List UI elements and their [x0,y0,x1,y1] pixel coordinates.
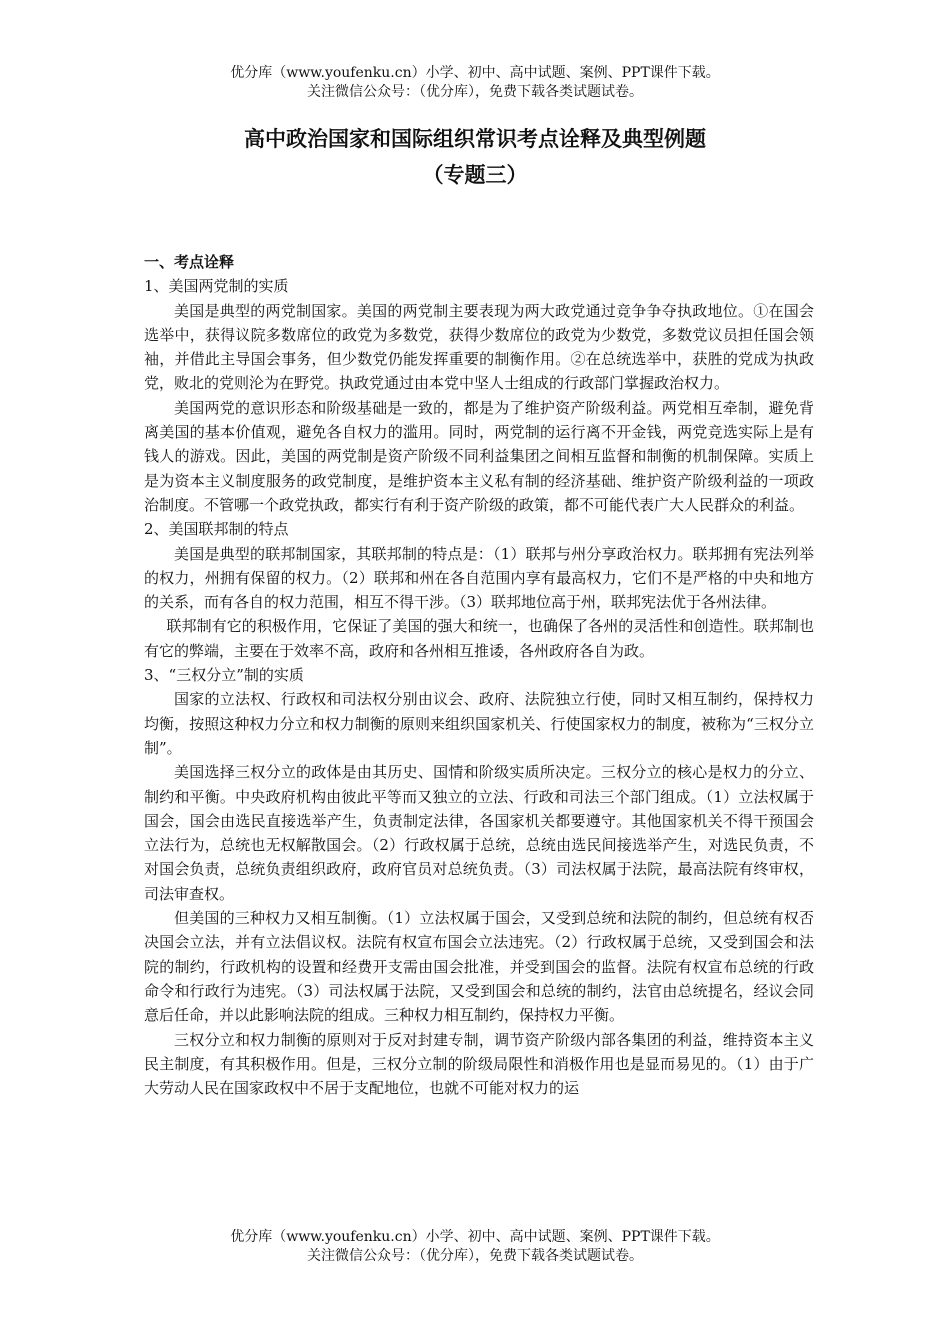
footer-line-2: 关注微信公众号：（优分库），免费下载各类试题试卷。 [307,1248,643,1264]
document-body [144,250,814,1100]
document-subtitle: （专题三） [422,162,528,187]
paragraph: 美国是典型的两党制国家。美国的两党制主要表现为两大政党通过竞争争夺执政地位。①在国会选举中，获得议院多数席位的政党为多数党，获得少数席位的政党为少数党，多数党议员担任国会领袖，并借此主导国会事务，但少数党仍能发挥重要的制衡作用。②在总统选举中，获胜的党成为执政党，败北的党则沦为在野党。执政党通过由本党中坚人士组成的行政部门掌握政治权力。 [144,301,814,393]
footer-line-1: 优分库（www.youfenku.cn）小学、初中、高中试题、案例、PPT课件下载。 [230,1229,720,1245]
paragraph: 联邦制有它的积极作用，它保证了美国的强大和统一，也确保了各州的灵活性和创造性。联邦制也有它的弊端，主要在于效率不高，政府和各州相互推诿，各州政府各自为政。 [144,617,814,660]
section-heading: 一、考点诠释 [144,253,235,271]
paragraph: 国家的立法权、行政权和司法权分别由议会、政府、法院独立行使，同时又相互制约，保持权力均衡，按照这种权力分立和权力制衡的原则来组织国家机关、行使国家权力的制度，被称为“三权分立制”。 [144,690,814,757]
subheading-federalism: 2、美国联邦制的特点 [144,520,289,539]
subheading-two-party-system: 1、美国两党制的实质 [144,277,289,296]
document-title: 高中政治国家和国际组织常识考点诠释及典型例题 [244,126,706,151]
paragraph: 但美国的三种权力又相互制衡。（1）立法权属于国会，又受到总统和法院的制约，但总统有权否决国会立法，并有立法倡议权。法院有权宣布国会立法违宪。（2）行政权属于总统，又受到国会和法院的制约，行政机构的设置和经费开支需由国会批准，并受到国会的监督。法院有权宣布总统的行政命令和行政行为违宪。（3）司法权属于法院，又受到国会和总统的制约，法官由总统提名，经议会同意后任命，并以此影响法院的组成。三种权力相互制约，保持权力平衡。 [144,909,814,1025]
paragraph: 三权分立和权力制衡的原则对于反对封建专制，调节资产阶级内部各集团的利益，维持资本主义民主制度，有其积极作用。但是，三权分立制的阶级局限性和消极作用也是显而易见的。（1）由于广大劳动人民在国家政权中不居于支配地位，也就不可能对权力的运 [144,1030,814,1098]
paragraph: 美国两党的意识形态和阶级基础是一致的，都是为了维护资产阶级利益。两党相互牵制，避免背离美国的基本价值观，避免各自权力的滥用。同时，两党制的运行离不开金钱，两党竞选实际上是有钱人的游戏。因此，美国的两党制是资产阶级不同利益集团之间相互监督和制衡的机制保障。实质上是为资本主义制度服务的政党制度，是维护资本主义私有制的经济基础、维护资产阶级利益的一项政治制度。不管哪一个政党执政，都实行有利于资产阶级的政策，都不可能代表广大人民群众的利益。 [144,398,814,514]
paragraph: 美国是典型的联邦制国家，其联邦制的特点是：（1）联邦与州分享政治权力。联邦拥有宪法列举的权力，州拥有保留的权力。（2）联邦和州在各自范围内享有最高权力，它们不是严格的中央和地方的关系，而有各自的权力范围，相互不得干涉。（3）联邦地位高于州，联邦宪法优于各州法律。 [144,544,814,612]
header-line-1: 优分库（www.youfenku.cn）小学、初中、高中试题、案例、PPT课件下载。 [230,65,720,81]
paragraph: 美国选择三权分立的政体是由其历史、国情和阶级实质所决定。三权分立的核心是权力的分立、制约和平衡。中央政府机构由彼此平等而又独立的立法、行政和司法三个部门组成。（1）立法权属于国会，国会由选民直接选举产生，负责制定法律，各国家机关都要遵守。其他国家机关不得干预国会立法行为，总统也无权解散国会。（2）行政权属于总统，总统由选民间接选举产生，对选民负责，不对国会负责，总统负责组织政府，政府官员对总统负责。（3）司法权属于法院，最高法院有终审权，司法审查权。 [144,763,814,903]
page-footer [0,1228,950,1266]
page-header [0,64,950,102]
header-line-2: 关注微信公众号：（优分库），免费下载各类试题试卷。 [307,84,643,100]
subheading-separation-of-powers: 3、“三权分立”制的实质 [144,666,304,685]
